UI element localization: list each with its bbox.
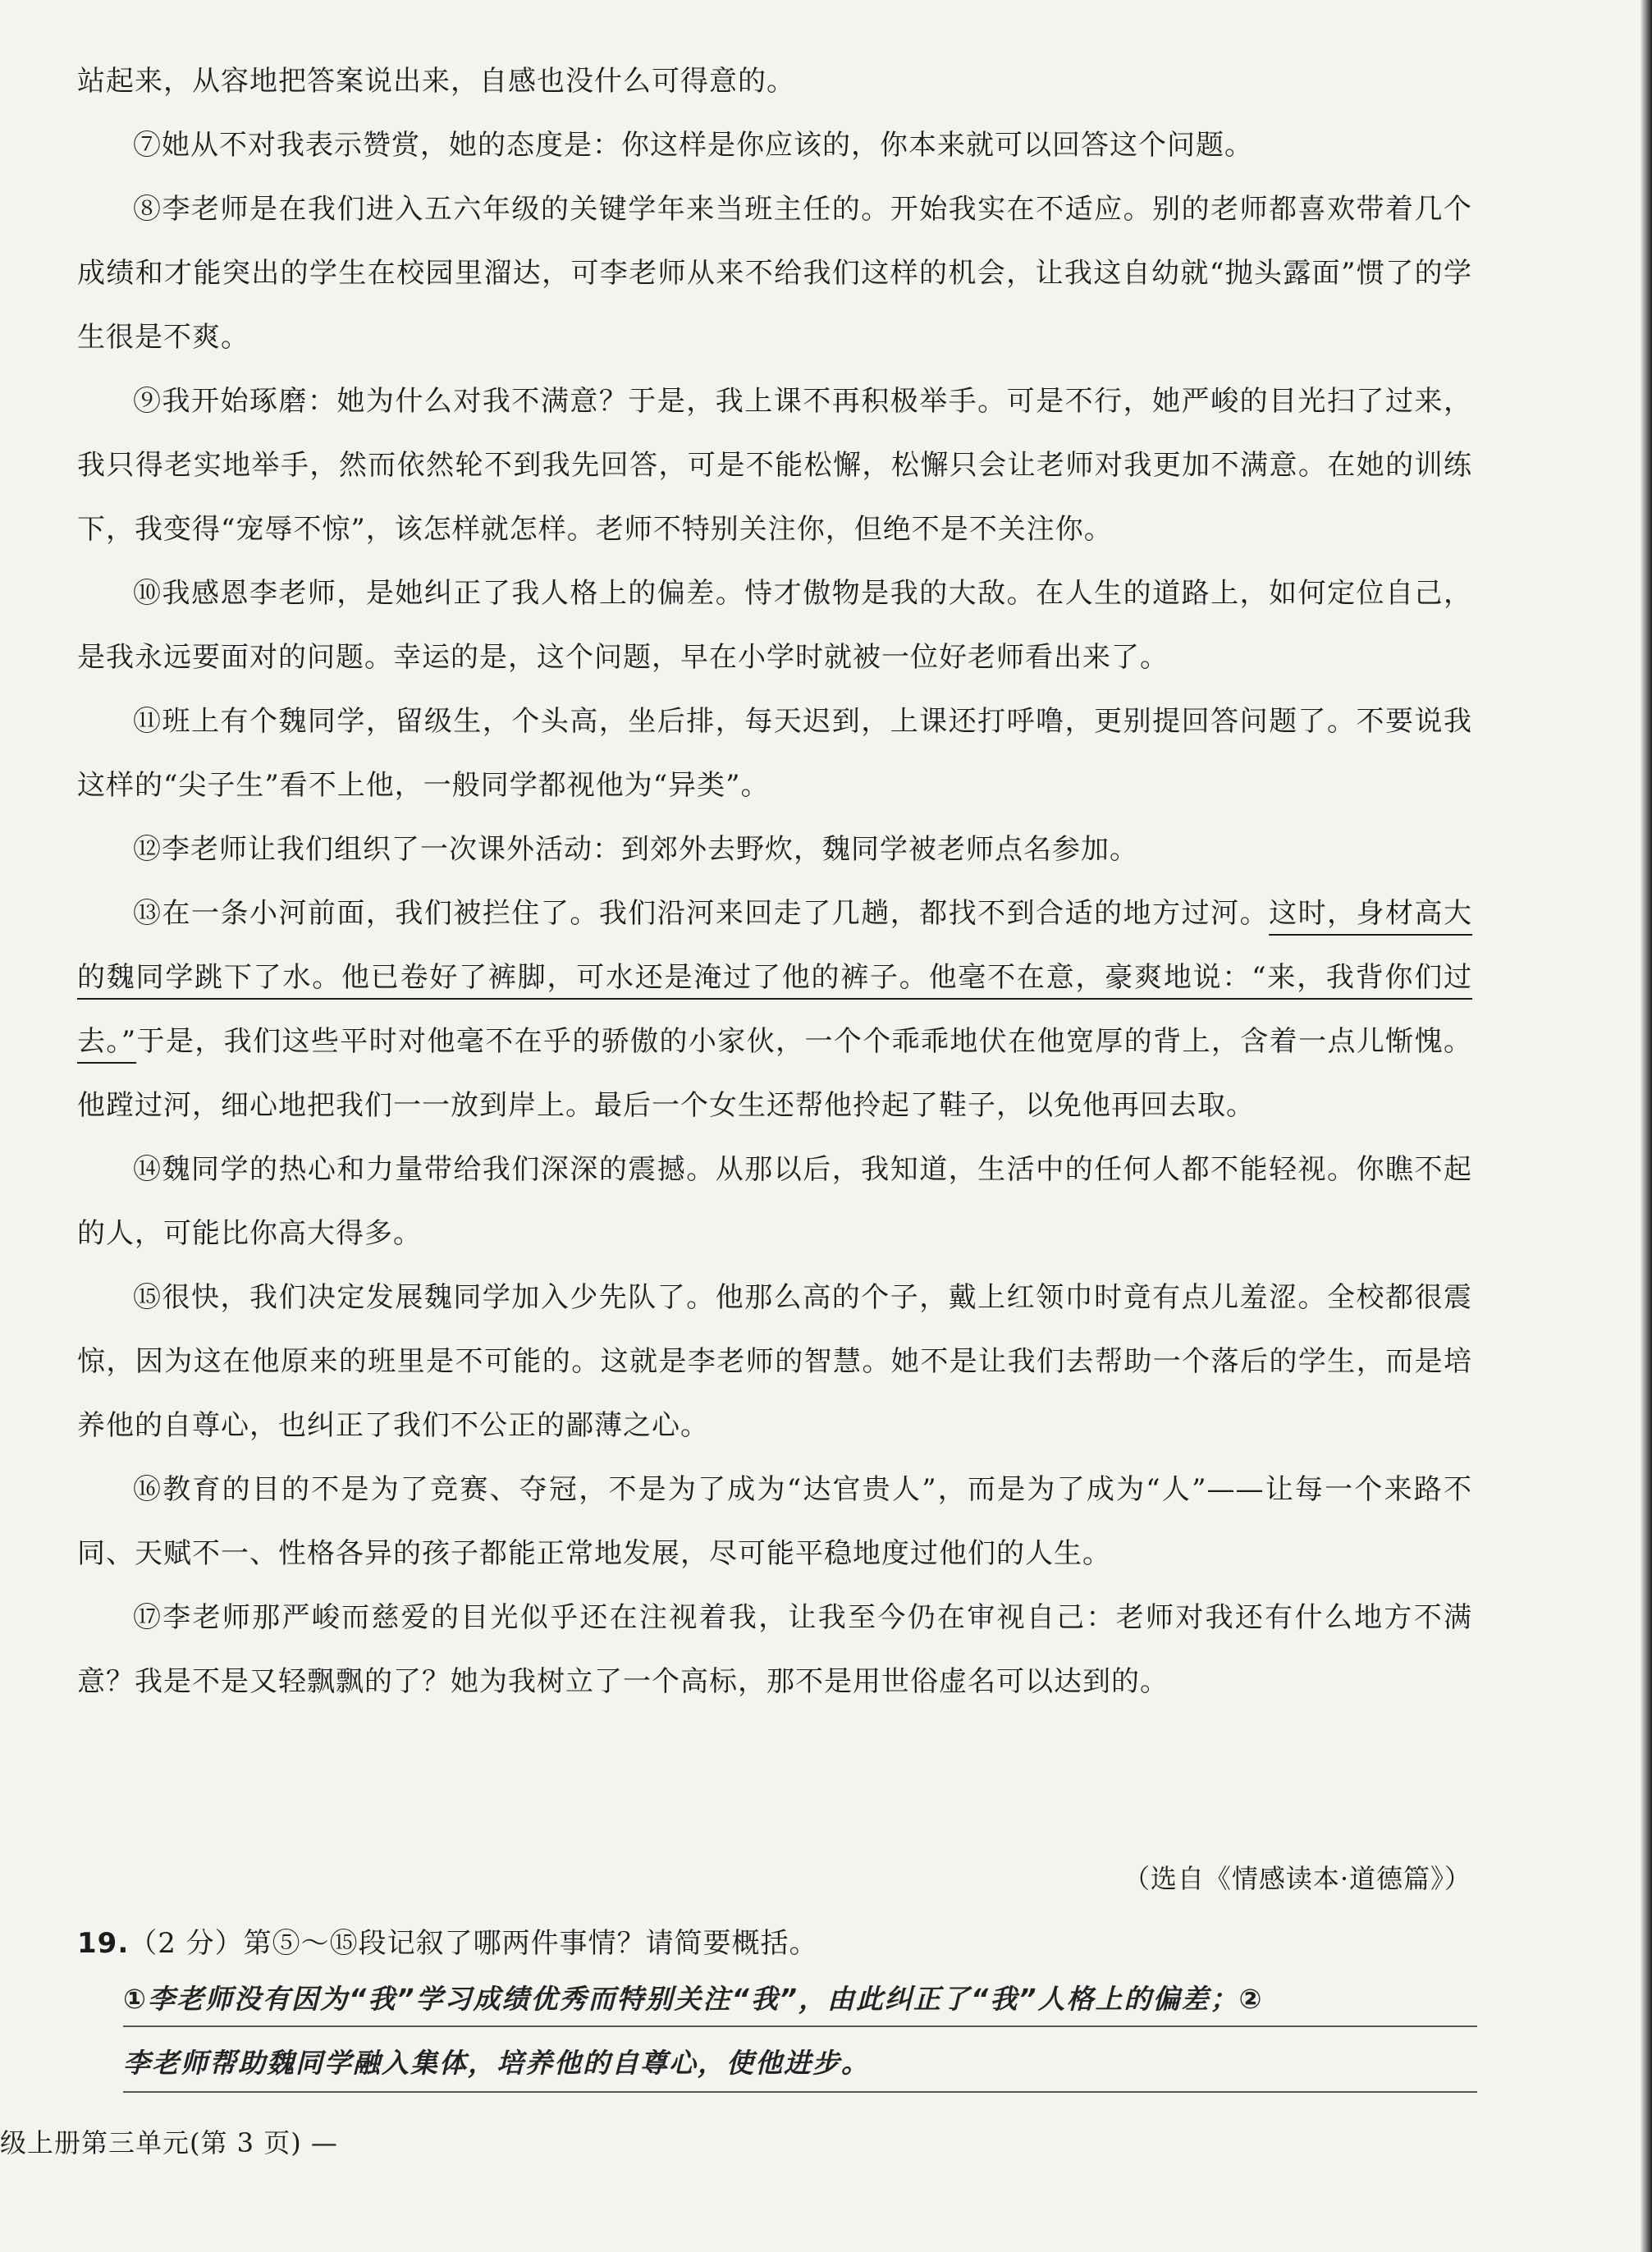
paragraph-10: ⑩我感恩李老师，是她纠正了我人格上的偏差。恃才傲物是我的大敌。在人生的道路上，如何定位自己，是我永远要面对的问题。幸运的是，这个问题，早在小学时就被一位好老师看出来了。: [77, 577, 1472, 674]
paragraph-13: [77, 881, 1472, 1137]
answer-rule-1: [123, 2025, 1477, 2027]
question-text: （2 分）第⑤～⑮段记叙了哪两件事情？请简要概括。: [129, 1927, 818, 1960]
source-citation: （选自《情感读本·道德篇》）: [1123, 1863, 1471, 1894]
article-body: [77, 49, 1472, 1714]
question-19: [77, 1920, 818, 1961]
paragraph-13-underlined: 这时，身材高大的魏同学跳下了水。他已卷好了裤脚，可水还是淹过了他的裤子。他毫不在意，豪爽地说：“来，我背你们过去。”: [77, 897, 1473, 1058]
paragraph-13-before: ⑬在一条小河前面，我们被拦住了。我们沿河来回走了几趟，都找不到合适的地方过河。: [133, 897, 1270, 930]
paragraph-continuation: 站起来，从容地把答案说出来，自感也没什么可得意的。: [77, 65, 795, 98]
paragraph-11: ⑪班上有个魏同学，留级生，个头高，坐后排，每天迟到，上课还打呼噜，更别提回答问题了。不要说我这样的“尖子生”看不上他，一般同学都视他为“异类”。: [77, 705, 1472, 802]
handwritten-answer-line-1: ①李老师没有因为“我”学习成绩优秀而特别关注“我”，由此纠正了“我”人格上的偏差；②: [123, 1983, 1264, 2015]
paragraph-15: ⑮很快，我们决定发展魏同学加入少先队了。他那么高的个子，戴上红领巾时竟有点儿羞涩。全校都很震惊，因为这在他原来的班里是不可能的。这就是李老师的智慧。她不是让我们去帮助一个落后的学生，而是培养他的自尊心，也纠正了我们不公正的鄙薄之心。: [77, 1281, 1472, 1442]
handwritten-answer-line-2: 李老师帮助魏同学融入集体，培养他的自尊心，使他进步。: [123, 2047, 870, 2079]
page-footer: 级上册第三单元(第 3 页) —: [0, 2127, 338, 2158]
paragraph-13-after: 于是，我们这些平时对他毫不在乎的骄傲的小家伙，一个个乖乖地伏在他宽厚的背上，含着一点儿惭愧。他蹚过河，细心地把我们一一放到岸上。最后一个女生还帮他拎起了鞋子，以免他再回去取。: [77, 1025, 1473, 1122]
paragraph-16: ⑯教育的目的不是为了竞赛、夺冠，不是为了成为“达官贵人”，而是为了成为“人”——让每一个来路不同、天赋不一、性格各异的孩子都能正常地发展，尽可能平稳地度过他们的人生。: [77, 1473, 1472, 1570]
question-number: 19.: [77, 1927, 130, 1960]
paragraph-7: ⑦她从不对我表示赞赏，她的态度是：你这样是你应该的，你本来就可以回答这个问题。: [133, 129, 1253, 162]
paragraph-14: ⑭魏同学的热心和力量带给我们深深的震撼。从那以后，我知道，生活中的任何人都不能轻视。你瞧不起的人，可能比你高大得多。: [77, 1153, 1472, 1250]
paragraph-12: ⑫李老师让我们组织了一次课外活动：到郊外去野炊，魏同学被老师点名参加。: [133, 833, 1138, 866]
answer-rule-2: [123, 2091, 1477, 2093]
page-edge-shadow: [1641, 0, 1652, 2252]
paragraph-9: ⑨我开始琢磨：她为什么对我不满意？于是，我上课不再积极举手。可是不行，她严峻的目光扫了过来，我只得老实地举手，然而依然轮不到我先回答，可是不能松懈，松懈只会让老师对我更加不满意。在她的训练下，我变得“宠辱不惊”，该怎样就怎样。老师不特别关注你，但绝不是不关注你。: [77, 385, 1472, 546]
paragraph-8: ⑧李老师是在我们进入五六年级的关键学年来当班主任的。开始我实在不适应。别的老师都喜欢带着几个成绩和才能突出的学生在校园里溜达，可李老师从来不给我们这样的机会，让我这自幼就“抛头露面”惯了的学生很是不爽。: [77, 193, 1472, 354]
paragraph-17: ⑰李老师那严峻而慈爱的目光似乎还在注视着我，让我至今仍在审视自己：老师对我还有什么地方不满意？我是不是又轻飘飘的了？她为我树立了一个高标，那不是用世俗虚名可以达到的。: [77, 1601, 1472, 1698]
